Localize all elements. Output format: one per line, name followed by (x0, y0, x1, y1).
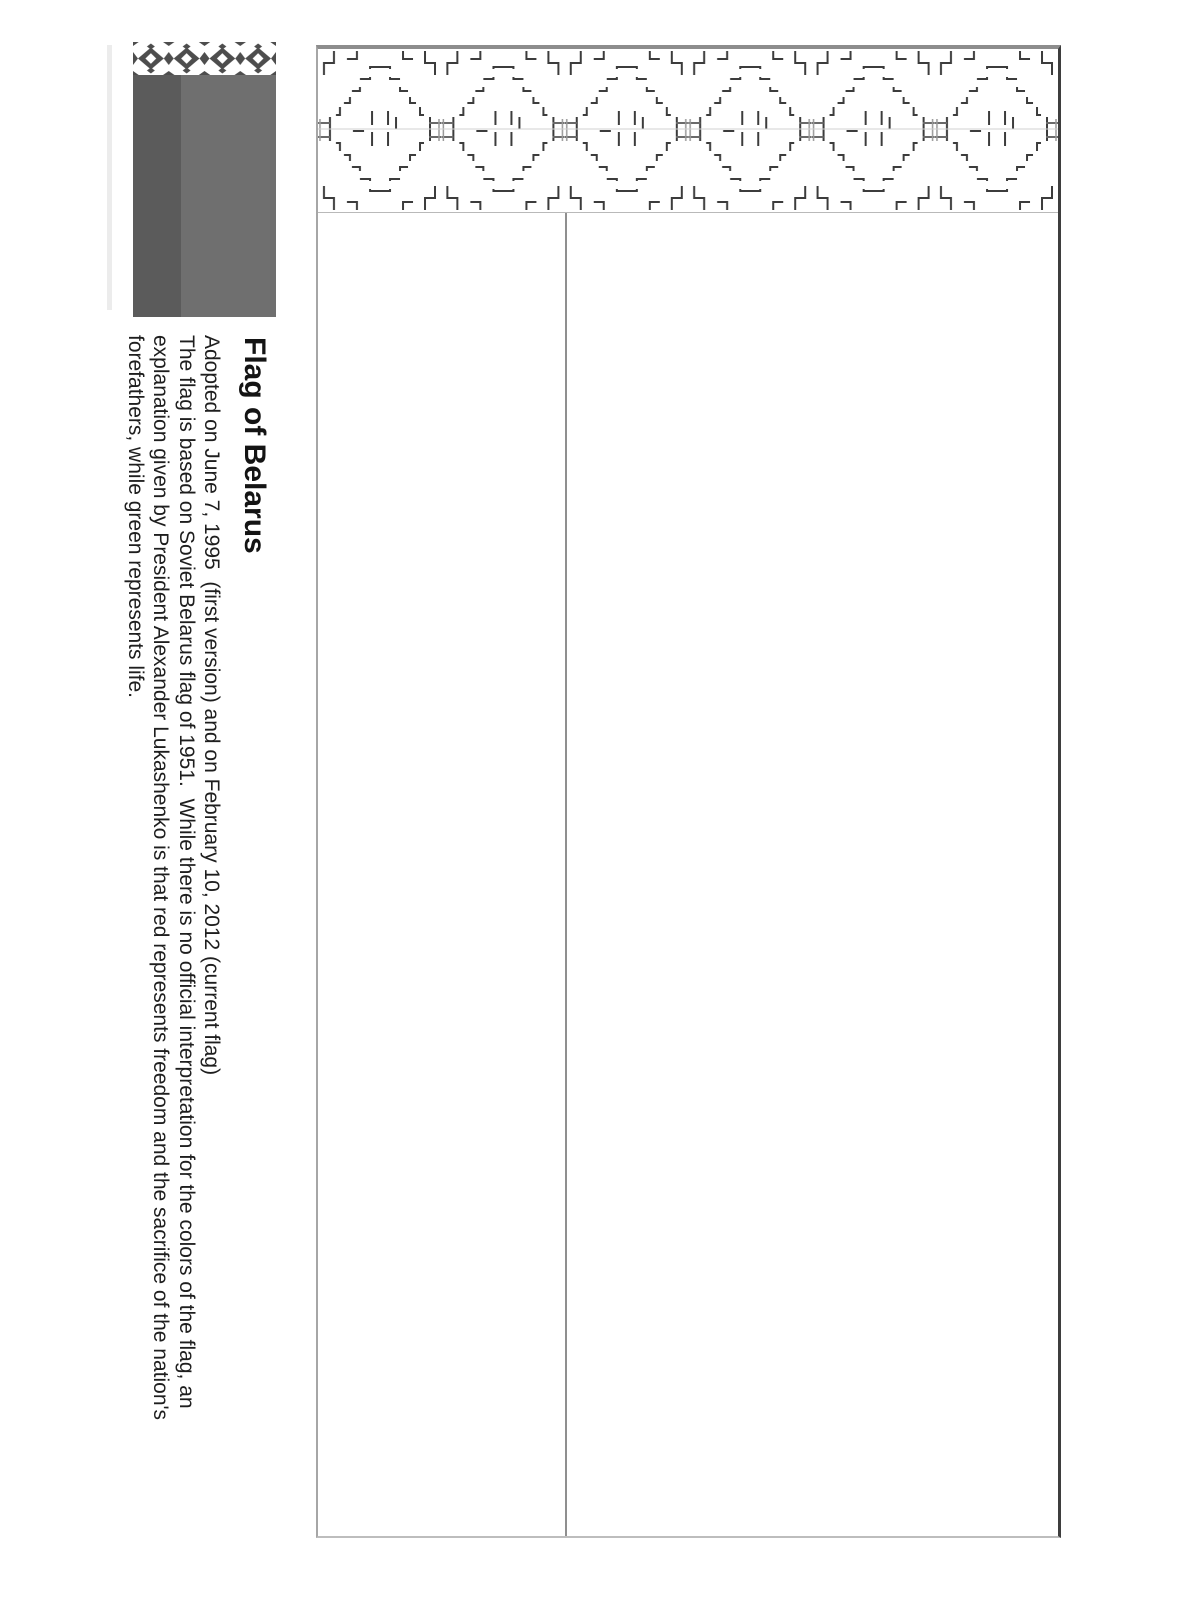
description-line: forefathers, while green represents life. (123, 335, 147, 699)
flag-thumbnail-image (133, 42, 276, 317)
green-stripe (133, 75, 181, 317)
ornament-band-outline-pattern (318, 49, 1058, 212)
image-shadow-artifact (107, 45, 112, 310)
page-title: Flag of Belarus (238, 337, 271, 554)
red-green-stripe-divider-line (565, 213, 567, 1536)
description-line: Adopted on June 7, 1995 (first version) and on February 10, 2012 (current flag) (200, 335, 223, 1076)
flag-hoist-ornament-icon (133, 42, 276, 75)
flag-coloring-outline (316, 45, 1061, 1538)
description-line: The flag is based on Soviet Belarus flag of 1951. While there is no official interpretation for the colors of the flag, an (174, 335, 198, 1409)
description-line: explanation given by President Alexander Lukashenko is that red represents freedom and the sacrifice of the nation's (149, 335, 173, 1421)
red-stripe (181, 75, 276, 317)
flag-description (122, 335, 224, 1420)
ornament-band-edge-line (318, 212, 1058, 213)
flag-field (133, 75, 276, 317)
